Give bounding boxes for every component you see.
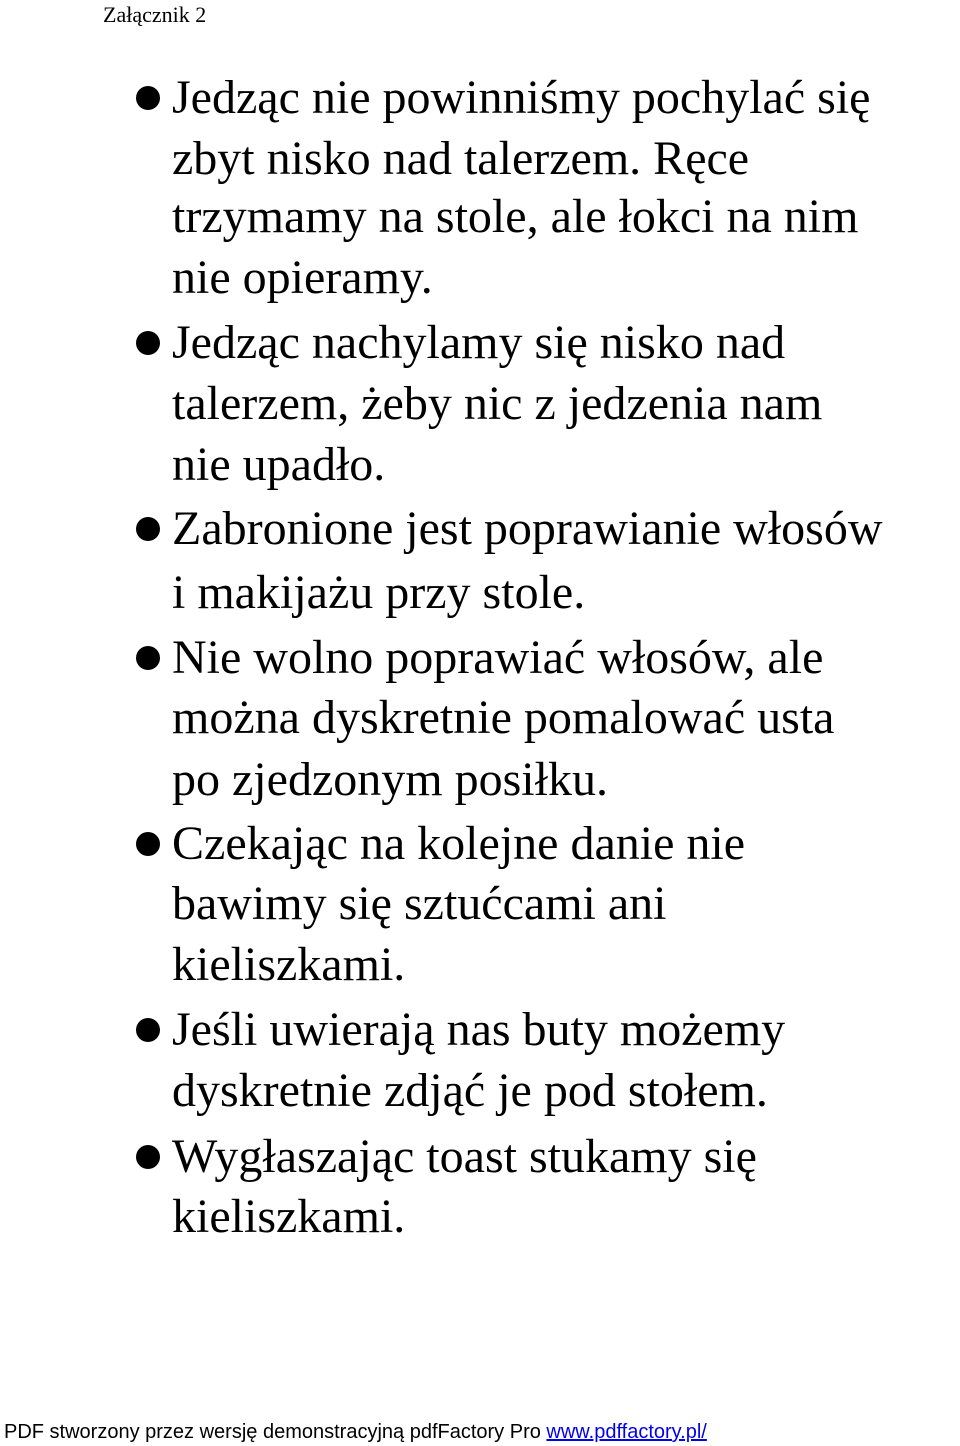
bullet-dot [136, 331, 160, 355]
bullet-dot [136, 86, 160, 110]
bullet-3-line-1: Zabronione jest poprawianie włosów [172, 502, 883, 555]
bullet-1-line-3: trzymamy na stole, ale łokci na nim [172, 190, 859, 243]
bullet-4-line-3: po zjedzonym posiłku. [172, 753, 608, 806]
bullet-3-line-2: i makijażu przy stole. [172, 566, 586, 619]
bullet-2-line-2: talerzem, żeby nic z jedzenia nam [172, 377, 823, 430]
bullet-1-line-4: nie opieramy. [172, 251, 433, 304]
bullet-dot [136, 646, 160, 670]
bullet-5-line-2: bawimy się sztućcami ani [172, 877, 667, 930]
bullet-dot [136, 1145, 160, 1169]
bullet-5-line-1: Czekając na kolejne danie nie [172, 817, 746, 870]
bullet-4-line-1: Nie wolno poprawiać włosów, ale [172, 631, 824, 684]
bullet-6-line-2: dyskretnie zdjąć je pod stołem. [172, 1064, 768, 1117]
footer-text: PDF stworzony przez wersję demonstracyjną pdfFactory Pro [4, 1421, 547, 1443]
bullet-2-line-1: Jedząc nachylamy się nisko nad [172, 316, 786, 369]
bullet-1-line-1: Jedząc nie powinniśmy pochylać się [172, 71, 871, 124]
bullet-4-line-2: można dyskretnie pomalować usta [172, 691, 835, 744]
bullet-dot [136, 517, 160, 541]
bullet-dot [136, 1018, 160, 1042]
bullet-2-line-3: nie upadło. [172, 438, 386, 491]
bullet-dot [136, 832, 160, 856]
bullet-6-line-1: Jeśli uwierają nas buty możemy [172, 1003, 786, 1056]
pdf-footer [4, 1421, 707, 1443]
attachment-label: Załącznik 2 [103, 2, 207, 27]
bullet-1-line-2: zbyt nisko nad talerzem. Ręce [172, 132, 750, 185]
bullet-7-line-1: Wygłaszając toast stukamy się [172, 1130, 757, 1183]
bullet-5-line-3: kieliszkami. [172, 938, 406, 991]
footer-link[interactable]: www.pdffactory.pl/ [546, 1421, 707, 1443]
bullet-7-line-2: kieliszkami. [172, 1190, 406, 1243]
